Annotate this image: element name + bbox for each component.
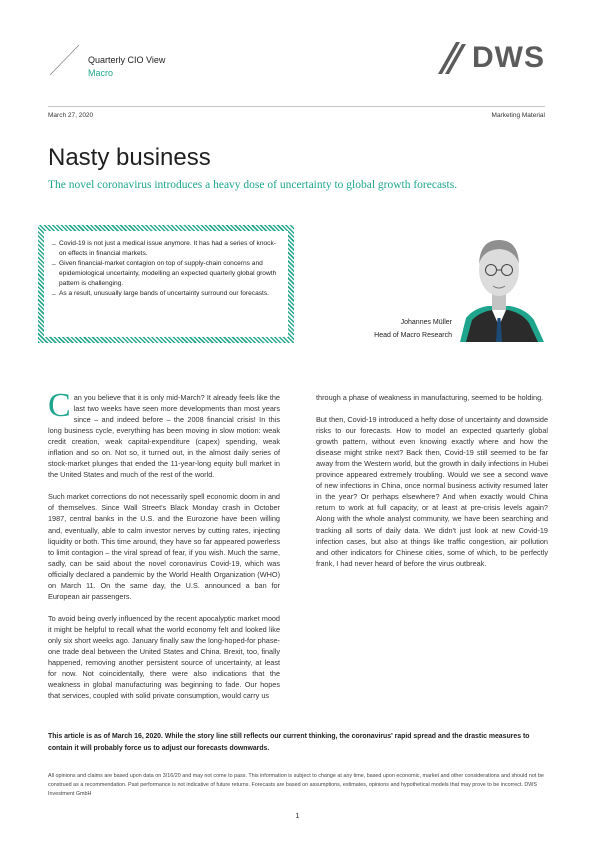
- article-subtitle: The novel coronavirus introduces a heavy dose of uncertainty to global growth forecasts.: [48, 179, 458, 191]
- logo-slashes-icon: [438, 42, 466, 74]
- article-title: Nasty business: [48, 144, 211, 171]
- disclaimer: All opinions and claims are based upon data on 3/16/20 and may not come to pass. This information is subject to change at any time, based upon economic, market and other considerations and should not be construed as a recommendation. Past performance is not indicative of future returns. Forecasts are based on assumptions, estimates, opinions and hypothetical models that may prove to be incorrect. DWS Investment GmbH: [48, 773, 544, 797]
- body-paragraph: But then, Covid-19 introduced a hefty dose of uncertainty and downside risks to our forecasts. How to model an expected quarterly global growth pattern, without even knowing exactly where and how the disease might strike next? Back then, Covid-19 still seemed to be far away from the Western world, but the growth in daily infections in Hubei province appeared extremely troubling. Would we see a second wave of new infections in China, once normal business activity resumed later in the year? Or perhaps elsewhere? And when exactly would China return to work at full capacity, or at least at pre-crisis levels again? Along with the whole analyst community, we have been searching and tracking all sorts of daily data. We didn't just look at new Covid-19 infection cases, but also at things like traffic congestion, air pollution and other indicators for Chinese cities, some of which, to be perfectly frank, I had never heard of before the virus outbreak.: [316, 415, 548, 568]
- body-column-right: [316, 392, 548, 580]
- key-point: _ Covid-19 is not just a medical issue anymore. It has had a series of knock-on effects in financial markets.: [52, 239, 280, 259]
- publication-date: March 27, 2020: [48, 112, 94, 119]
- publication-title: Quarterly CIO View: [88, 55, 166, 65]
- body-paragraph-continued: through a phase of weakness in manufacturing, seemed to be holding.: [316, 393, 544, 402]
- key-point: _ Given financial-market contagion on top of supply-chain concerns and epidemiological uncertainty, modelling an expected quarterly global growth pattern is challenging.: [52, 259, 280, 289]
- publication-section: Macro: [88, 68, 114, 78]
- header-divider: [48, 106, 545, 107]
- author-name: Johannes Müller: [400, 319, 452, 326]
- article-note: This article is as of March 16, 2020. While the story line still reflects our current thinking, the coronavirus' rapid spread and the drastic measures to contain it will probably force us to adjust our forecasts downwards.: [48, 733, 530, 752]
- author-role: Head of Macro Research: [374, 332, 452, 339]
- key-points-box: [38, 225, 294, 343]
- page-number: 1: [295, 813, 300, 820]
- drop-cap: C: [48, 387, 71, 424]
- body-paragraph: [48, 387, 280, 480]
- body-column-left: [48, 387, 280, 712]
- author-portrait: [452, 222, 547, 342]
- dws-logo: [438, 42, 545, 74]
- header-slash-mark: [48, 44, 80, 76]
- key-point: _ As a result, unusually large bands of uncertainty surround our forecasts.: [52, 289, 280, 299]
- body-paragraph: To avoid being overly influenced by the recent apocalyptic market mood it might be helpful to recall what the world economy felt and looked like only six short weeks ago. January finally saw the long-hoped-for phase-one trade deal between the United States and China. Brexit, too, finally happened, removing another persistent source of uncertainty, at least for now. Not coincidentally, there were also indications that the weakness in global manufacturing was beginning to fade. Our hopes that services, coupled with solid private consumption, would carry us: [48, 613, 280, 701]
- key-points-list: [52, 239, 280, 299]
- paragraph-text: an you believe that it is only mid-March? It already feels like the last two weeks have seen more developments than most years since – and indeed before – the 2008 financial crisis! In this long business cycle, everything has been moving in slow motion: weak credit creation, weak capital-expenditure (capex) spending, weak inflation and so on. Not so, it turned out, in the almost daily series of stock-market plunges that ended the 11-year-long equity bull market in the United States and much of the rest of the world.: [48, 393, 280, 480]
- body-paragraph: Such market corrections do not necessarily spell economic doom in and of themselves. Since Wall Street's Black Monday crash in October 1987, central banks in the U.S. and the Eurozone have been willing and, eventually, able to calm investor nerves by cutting rates, injecting liquidity or both. This time around, they have so far appeared powerless to limit contagion – the viral spread of fear, if you wish. Much the same, sadly, can be said about the novel coronavirus Covid-19, which was officially declared a pandemic by the World Health Organization (WHO) on March 11. On the same day, the U.S. announced a ban for European air passengers.: [48, 492, 280, 601]
- marketing-label: Marketing Material: [491, 112, 545, 119]
- logo-text: DWS: [472, 41, 545, 74]
